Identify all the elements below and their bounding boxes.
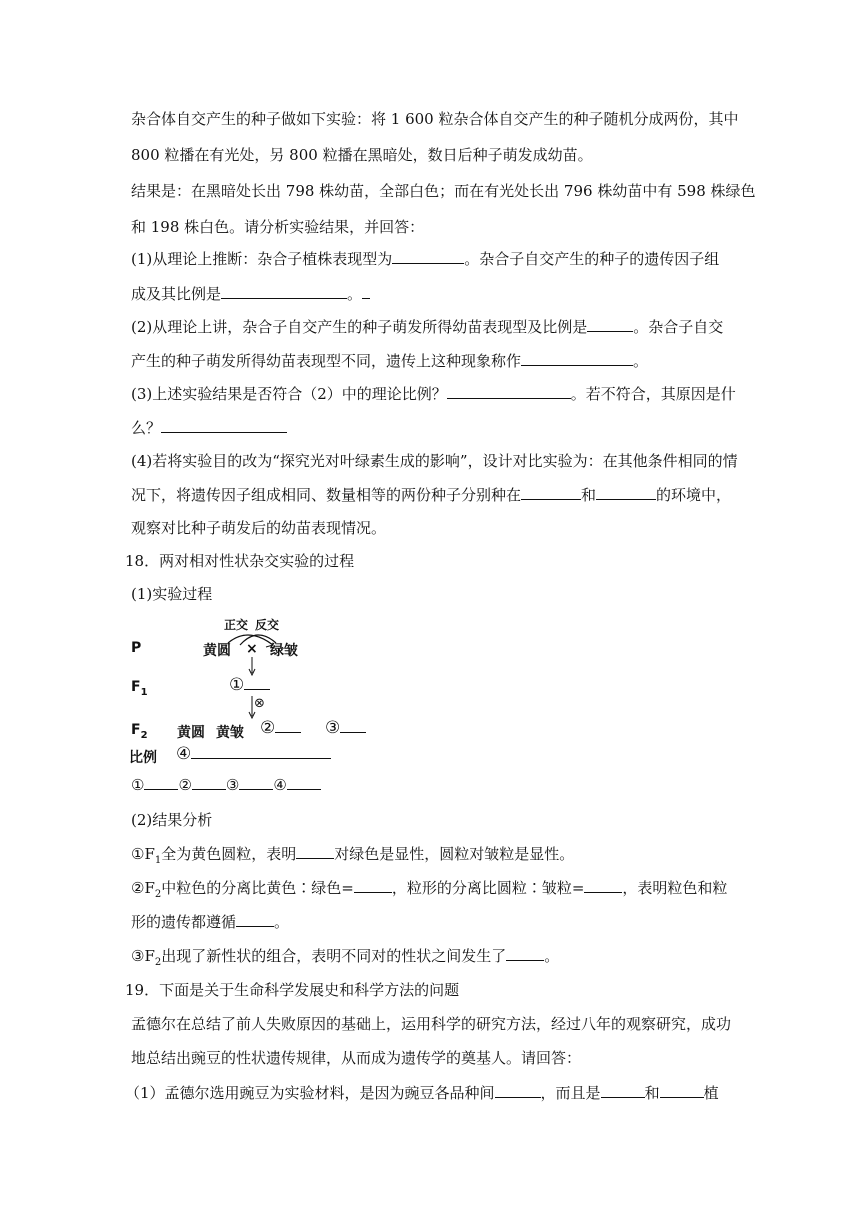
- answer-blank[interactable]: [192, 772, 226, 790]
- cross-diagram: [125, 612, 425, 772]
- f1-blank-1: ①: [229, 675, 270, 695]
- question-19-para-3: （1）孟德尔选用豌豆为实验材料，是因为豌豆各品种间 ，而且是 和 植: [125, 1077, 725, 1109]
- answer-blank[interactable]: [144, 772, 178, 790]
- answer-blank[interactable]: [587, 314, 633, 332]
- fanjiao-label: 反交: [255, 618, 280, 632]
- question-2-line-2: 产生的种子萌发所得幼苗表现型不同，遗传上这种现象称作 。: [131, 345, 731, 377]
- label-ratio: 比例: [129, 750, 157, 766]
- answer-blank[interactable]: [521, 348, 633, 366]
- intro-line-2: 800 粒播在有光处，另 800 粒播在黑暗处，数日后种子萌发成幼苗。: [131, 146, 593, 164]
- answer-line-18-1: ① ② ③ ④: [131, 769, 731, 801]
- answer-blank[interactable]: [447, 381, 571, 399]
- intro-line-1: 杂合体自交产生的种子做如下实验：将 1 600 粒杂合体自交产生的种子随机分成两份，其中: [131, 110, 739, 128]
- question-4-line-1: (4)若将实验目的改为“探究光对叶绿素生成的影响”，设计对比实验为：在其他条件相同的情: [131, 452, 738, 470]
- question-4-line-2: 况下，将遗传因子组成相同、数量相等的两份种子分别种在 和 的环境中，: [131, 479, 731, 511]
- question-3-line-1: (3)上述实验结果是否符合（2）中的理论比例？ 。若不符合，其原因是什: [131, 378, 731, 410]
- question-18-title: 18．两对相对性状杂交实验的过程: [125, 552, 355, 570]
- question-19-para-1: 孟德尔在总结了前人失败原因的基础上，运用科学的研究方法，经过八年的观察研究，成功: [131, 1015, 732, 1033]
- result-2-line-2: 形的遗传都遵循 。: [131, 906, 731, 938]
- label-P: P: [131, 640, 142, 656]
- selfing-symbol: ⊗: [254, 696, 265, 711]
- question-18-sub-2: (2)结果分析: [131, 811, 213, 829]
- underline-tail: [362, 281, 370, 299]
- f2-blank-3: ③: [325, 718, 366, 738]
- answer-blank[interactable]: [161, 415, 287, 433]
- intro-line-4: 和 198 株白色。请分析实验结果，并回答：: [131, 218, 425, 236]
- question-19-para-2: 地总结出豌豆的性状遗传规律，从而成为遗传学的奠基人。请回答：: [131, 1049, 582, 1067]
- question-2-line-1: (2)从理论上讲，杂合子自交产生的种子萌发所得幼苗表现型及比例是 。杂合子自交: [131, 311, 731, 343]
- answer-blank[interactable]: [287, 772, 321, 790]
- result-1: $①F_1$全为黄色圆粒，表明 对绿色是显性，圆粒对皱粒是显性。: [131, 838, 731, 877]
- answer-blank[interactable]: [392, 246, 464, 264]
- answer-blank[interactable]: [495, 1080, 541, 1098]
- parent-huangyuan: 黄圆: [203, 643, 231, 659]
- answer-blank[interactable]: [221, 281, 347, 299]
- f2-huangzhou: 黄皱: [216, 725, 244, 741]
- answer-blank[interactable]: [660, 1080, 704, 1098]
- question-1-line-1: (1)从理论上推断：杂合子植株表现型为 。杂合子自交产生的种子的遗传因子组: [131, 243, 731, 275]
- answer-blank[interactable]: [239, 772, 273, 790]
- parent-lvzhou: 绿皱: [270, 643, 298, 659]
- zhengjiao-label: 正交: [224, 618, 249, 632]
- question-19-title: 19．下面是关于生命科学发展史和科学方法的问题: [125, 981, 460, 999]
- answer-blank[interactable]: [601, 1080, 645, 1098]
- answer-blank[interactable]: [521, 482, 581, 500]
- answer-blank[interactable]: [506, 943, 544, 961]
- answer-blank[interactable]: [236, 909, 274, 927]
- answer-blank[interactable]: [584, 875, 622, 893]
- question-4-line-3: 观察对比种子萌发后的幼苗表现情况。: [131, 519, 387, 537]
- answer-blank[interactable]: [596, 482, 656, 500]
- result-3: $③F_2$出现了新性状的组合，表明不同对的性状之间发生了 。: [131, 940, 731, 979]
- cross-symbol: ×: [246, 641, 258, 657]
- question-3-line-2: 么？: [131, 412, 731, 444]
- label-F1: $F_1$: [131, 679, 148, 698]
- label-F2: $F_2$: [131, 722, 148, 741]
- f2-blank-2: ②: [260, 718, 301, 738]
- ratio-blank-4: ④: [176, 744, 331, 764]
- answer-blank[interactable]: [296, 841, 334, 859]
- question-1-line-2: 成及其比例是 。: [131, 278, 731, 310]
- result-2-line-1: $②F_2$中粒色的分离比黄色∶绿色= ，粒形的分离比圆粒∶皱粒= ，表明粒色和粒: [131, 872, 731, 911]
- f2-huangyuan: 黄圆: [177, 725, 205, 741]
- intro-line-3: 结果是：在黑暗处长出 798 株幼苗，全部白色；而在有光处长出 796 株幼苗中有 598 株绿色: [131, 182, 756, 200]
- question-18-sub-1: (1)实验过程: [131, 585, 213, 603]
- answer-blank[interactable]: [354, 875, 392, 893]
